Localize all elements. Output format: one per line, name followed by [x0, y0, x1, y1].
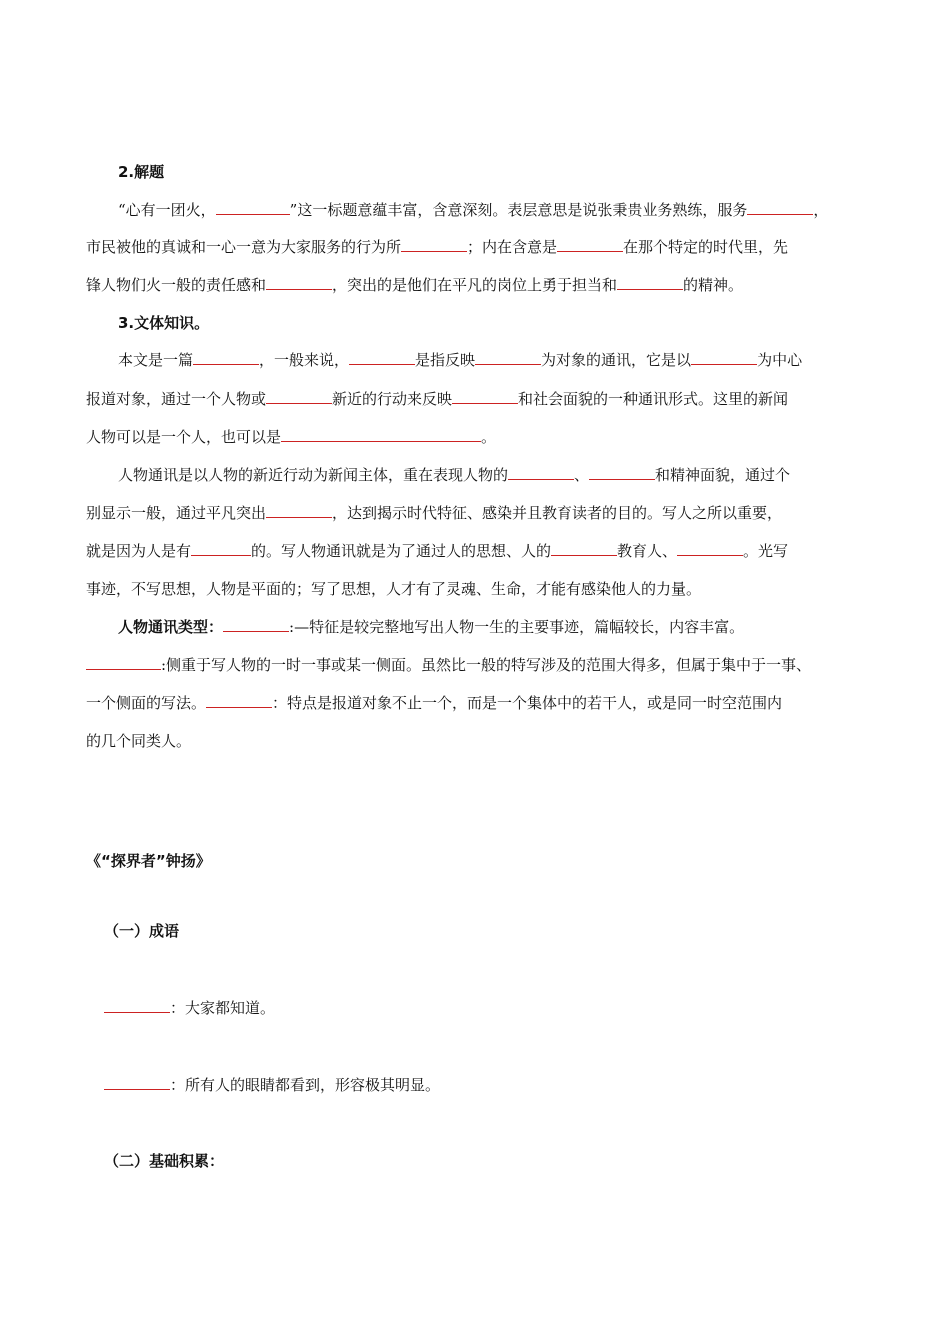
- text: 和社会面貌的一种通讯形式。这里的新闻: [518, 390, 789, 408]
- paragraph-line: 事迹，不写思想，人物是平面的；写了思想，人才有了灵魂、生命，才能有感染他人的力量。: [86, 580, 702, 598]
- text: 就是因为人是有: [86, 542, 192, 560]
- fill-blank[interactable]: [747, 200, 813, 215]
- text: ，突出的是他们在平凡的岗位上勇于担当和: [332, 276, 618, 294]
- article-title: 《“探界者”钟扬》: [86, 852, 211, 870]
- text: 人物可以是一个人，也可以是: [86, 428, 282, 446]
- text: ，达到揭示时代特征、感染并且教育读者的目的。写人之所以重要，: [332, 504, 783, 522]
- text: 、: [574, 466, 590, 484]
- text: 的。写人物通讯就是为了通过人的思想、人的: [251, 542, 552, 560]
- text: 一个侧面的写法。: [86, 694, 207, 712]
- fill-blank[interactable]: [401, 237, 467, 252]
- type-label: 人物通讯类型：: [118, 618, 224, 636]
- text: 为中心: [757, 351, 803, 369]
- text: 为对象的通讯，它是以: [541, 351, 692, 369]
- paragraph-line: [118, 350, 802, 370]
- text: 锋人物们火一般的责任感和: [86, 276, 267, 294]
- fill-blank[interactable]: [691, 350, 757, 365]
- paragraph-line: [118, 200, 828, 220]
- text: ，一般来说，: [259, 351, 350, 369]
- paragraph-line: [86, 237, 788, 257]
- subsection-idioms: （一）成语: [104, 922, 180, 940]
- fill-blank[interactable]: [193, 350, 259, 365]
- fill-blank[interactable]: [266, 275, 332, 290]
- text: 在那个特定的时代里，先: [623, 238, 789, 256]
- fill-blank[interactable]: [557, 237, 623, 252]
- paragraph-line: [86, 655, 811, 675]
- text: 新近的行动来反映: [332, 390, 453, 408]
- text: 市民被他的真诚和一心一意为大家服务的行为所: [86, 238, 402, 256]
- text: 教育人、: [617, 542, 678, 560]
- paragraph-line: [118, 465, 790, 485]
- paragraph-line: [86, 541, 788, 561]
- text: :—特征是较完整地写出人物一生的主要事迹，篇幅较长，内容丰富。: [289, 618, 745, 636]
- text: 人物通讯是以人物的新近行动为新闻主体，重在表现人物的: [118, 466, 509, 484]
- fill-blank[interactable]: [617, 275, 683, 290]
- text: :侧重于写人物的一时一事或某一侧面。虽然比一般的特写涉及的范围大得多，但属于集中于一事、: [161, 656, 812, 674]
- fill-blank[interactable]: [191, 541, 251, 556]
- section-title-jieti: 2.解题: [118, 163, 165, 181]
- paragraph-line: [118, 617, 744, 637]
- fill-blank[interactable]: [206, 693, 272, 708]
- subsection-basics: （二）基础积累：: [104, 1152, 225, 1170]
- fill-blank[interactable]: [266, 503, 332, 518]
- text: 别显示一般，通过平凡突出: [86, 504, 267, 522]
- fill-blank[interactable]: [589, 465, 655, 480]
- text: 本文是一篇: [118, 351, 194, 369]
- paragraph-line: [86, 693, 782, 713]
- paragraph-line: [86, 275, 743, 295]
- text: 。: [481, 428, 497, 446]
- text: 。光写: [743, 542, 789, 560]
- text: 是指反映: [415, 351, 476, 369]
- paragraph-line: [86, 427, 496, 447]
- fill-blank[interactable]: [223, 617, 289, 632]
- paragraph-line: [86, 503, 782, 523]
- text: ：大家都知道。: [170, 999, 276, 1017]
- fill-blank[interactable]: [508, 465, 574, 480]
- text: ：所有人的眼睛都看到，形容极其明显。: [170, 1076, 441, 1094]
- fill-blank[interactable]: [551, 541, 617, 556]
- idiom-item: [104, 1075, 440, 1095]
- text: 报道对象，通过一个人物或: [86, 390, 267, 408]
- fill-blank[interactable]: [86, 655, 161, 670]
- text: ，: [813, 201, 829, 219]
- idiom-item: [104, 998, 275, 1018]
- section-title-wenti: 3.文体知识。: [118, 314, 210, 332]
- fill-blank[interactable]: [216, 200, 290, 215]
- text: ；内在含意是: [467, 238, 558, 256]
- fill-blank[interactable]: [281, 427, 481, 442]
- text: ”这一标题意蕴丰富，含意深刻。表层意思是说张秉贵业务熟练，服务: [289, 201, 748, 219]
- fill-blank[interactable]: [266, 389, 332, 404]
- fill-blank[interactable]: [677, 541, 743, 556]
- fill-blank[interactable]: [104, 1075, 170, 1090]
- text: 和精神面貌，通过个: [655, 466, 791, 484]
- fill-blank[interactable]: [104, 998, 170, 1013]
- fill-blank[interactable]: [475, 350, 541, 365]
- fill-blank[interactable]: [452, 389, 518, 404]
- fill-blank[interactable]: [349, 350, 415, 365]
- text: 的精神。: [683, 276, 744, 294]
- text: “心有一团火，: [118, 201, 216, 219]
- paragraph-line: 的几个同类人。: [86, 732, 192, 750]
- paragraph-line: [86, 389, 788, 409]
- text: ：特点是报道对象不止一个，而是一个集体中的若干人，或是同一时空范围内: [272, 694, 783, 712]
